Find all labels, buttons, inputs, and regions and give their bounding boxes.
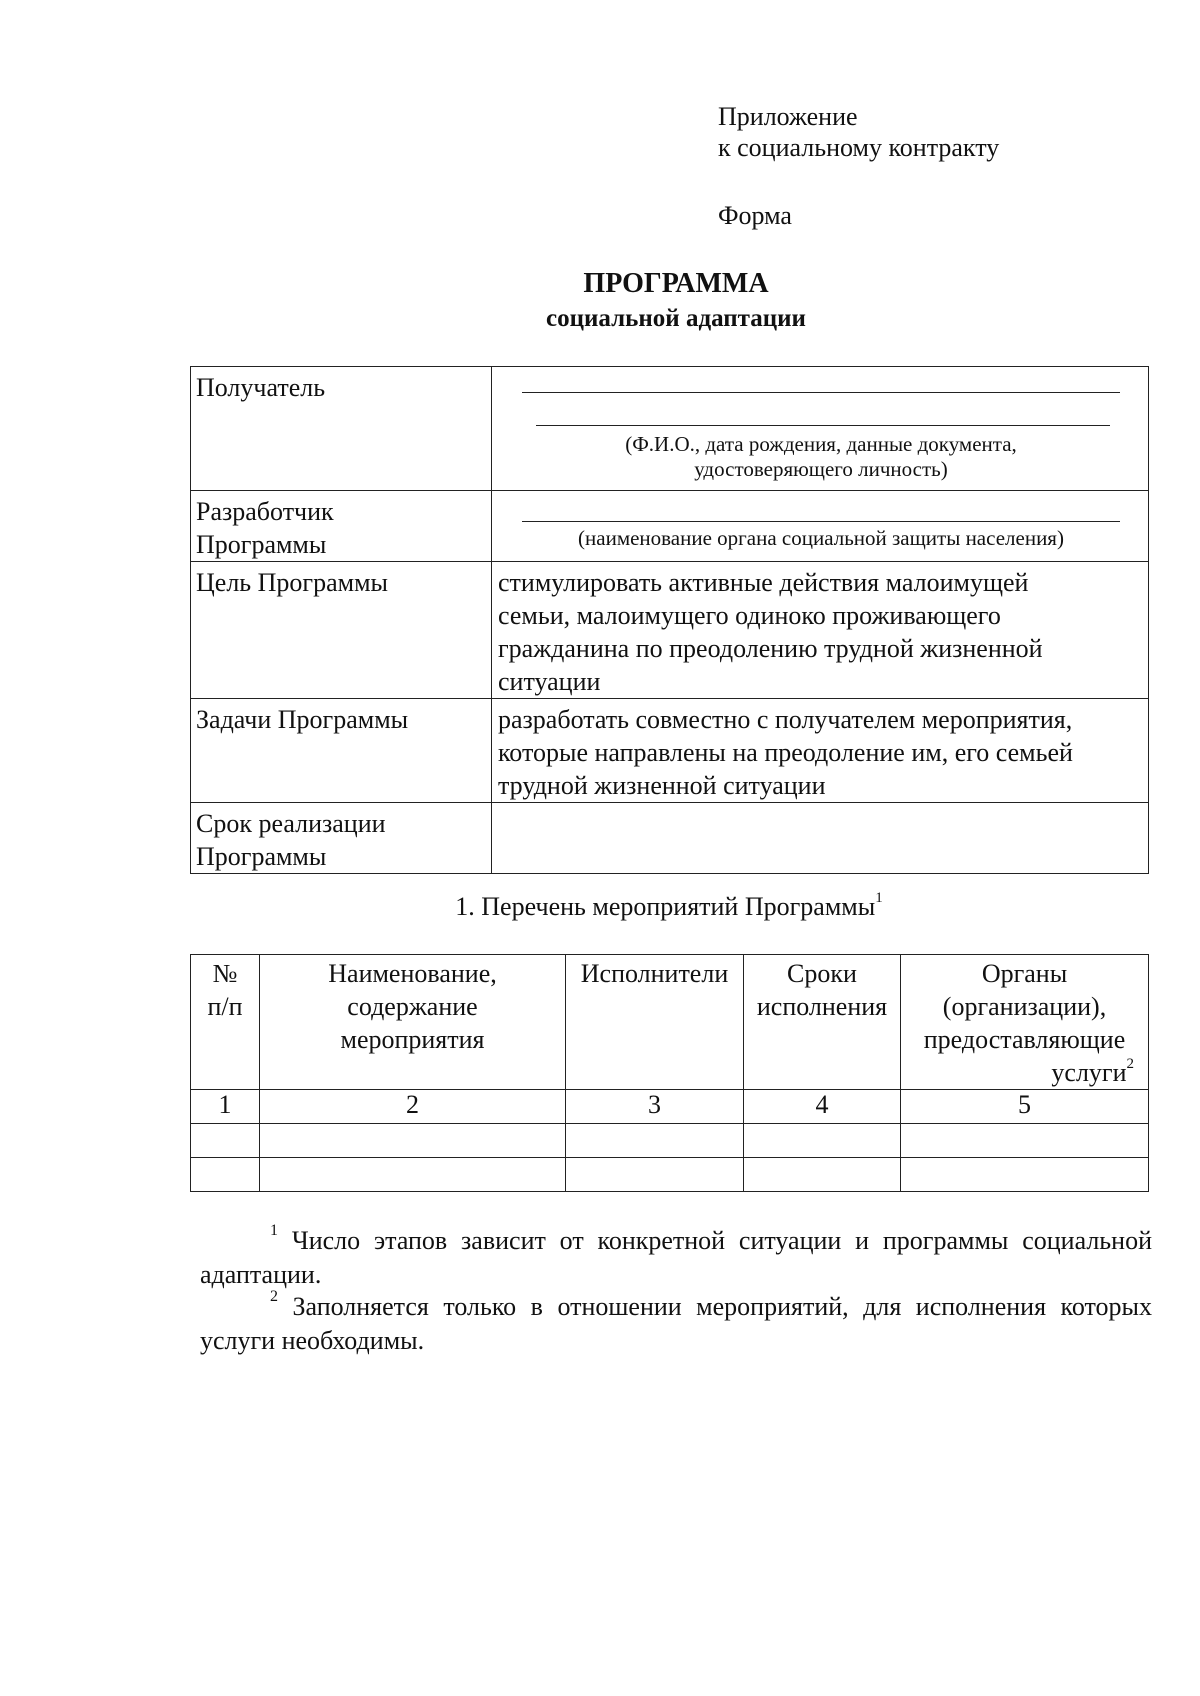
tasks-label: Задачи Программы: [191, 699, 492, 803]
tasks-text-line-1: разработать совместно с получателем мероприятия,: [498, 705, 1073, 734]
measures-section-title-text: 1. Перечень мероприятий Программы: [455, 892, 876, 921]
recipient-fill-line-2[interactable]: [536, 425, 1110, 426]
table-cell[interactable]: [744, 1158, 901, 1192]
column-number-2: 2: [260, 1090, 566, 1124]
footnote-2: [200, 1290, 1152, 1358]
footnote-1-mark: 1: [875, 890, 883, 906]
footnote-2-text: Заполняется только в отношении мероприятий, для исполнения которых услуги необходимы.: [200, 1292, 1152, 1355]
goal-label: Цель Программы: [191, 562, 492, 699]
header-name-line-3: мероприятия: [340, 1025, 485, 1054]
recipient-note-line-2: удостоверяющего личность): [694, 457, 948, 481]
footnote-1-text: Число этапов зависит от конкретной ситуации и программы социальной адаптации.: [200, 1226, 1152, 1289]
document-title: ПРОГРАММА: [583, 268, 769, 299]
term-label-line-2: Программы: [196, 842, 327, 871]
recipient-note-line-1: (Ф.И.О., дата рождения, данные документа,: [625, 432, 1017, 456]
measures-header-row: [191, 955, 1149, 1090]
goal-text-line-2: семьи, малоимущего одиноко проживающего: [498, 601, 1001, 630]
tasks-text-line-3: трудной жизненной ситуации: [498, 771, 826, 800]
appendix-label: Приложение: [718, 102, 858, 131]
table-cell[interactable]: [260, 1124, 566, 1158]
term-value[interactable]: [492, 803, 1149, 874]
developer-fill-line[interactable]: [522, 521, 1120, 522]
column-number-4: 4: [744, 1090, 901, 1124]
footnote-2-mark: 2: [1126, 1056, 1134, 1072]
footnote-1: [200, 1224, 1152, 1292]
measures-section-title: [190, 892, 1148, 922]
developer-row: [191, 491, 1149, 562]
goal-text-line-3: гражданина по преодолению трудной жизненной: [498, 634, 1043, 663]
table-cell[interactable]: [566, 1124, 744, 1158]
table-cell[interactable]: [901, 1124, 1149, 1158]
measures-table: [190, 954, 1149, 1192]
goal-row: [191, 562, 1149, 699]
recipient-row: [191, 367, 1149, 491]
header-number-line-2: п/п: [207, 992, 243, 1021]
goal-text-line-1: стимулировать активные действия малоимущей: [498, 568, 1029, 597]
header-organizations-line-3: предоставляющие: [923, 1025, 1126, 1054]
header-executors: Исполнители: [566, 955, 744, 1090]
developer-label-line-2: Программы: [196, 530, 327, 559]
column-number-3: 3: [566, 1090, 744, 1124]
header-organizations-line-2: (организации),: [942, 992, 1107, 1021]
header-deadlines-line-2: исполнения: [756, 992, 888, 1021]
recipient-label: Получатель: [191, 367, 492, 491]
document-subtitle: социальной адаптации: [546, 305, 806, 332]
recipient-fill-line-1[interactable]: [522, 392, 1120, 393]
column-numbers-row: [191, 1090, 1149, 1124]
header-number-line-1: №: [212, 959, 238, 988]
goal-text-line-4: ситуации: [498, 667, 601, 696]
header-name-line-1: Наименование,: [328, 959, 497, 988]
header-organizations-line-4: услуги: [1051, 1058, 1127, 1087]
table-cell[interactable]: [744, 1124, 901, 1158]
table-cell[interactable]: [260, 1158, 566, 1192]
table-cell[interactable]: [191, 1158, 260, 1192]
footnote-2-number: 2: [270, 1288, 278, 1305]
appendix-contract-reference: к социальному контракту: [718, 133, 1000, 162]
tasks-row: [191, 699, 1149, 803]
table-cell[interactable]: [566, 1158, 744, 1192]
table-cell[interactable]: [191, 1124, 260, 1158]
term-row: [191, 803, 1149, 874]
header-organizations-line-1: Органы: [981, 959, 1068, 988]
table-row: [191, 1124, 1149, 1158]
column-number-5: 5: [901, 1090, 1149, 1124]
table-row: [191, 1158, 1149, 1192]
developer-label-line-1: Разработчик: [196, 497, 334, 526]
term-label-line-1: Срок реализации: [196, 809, 386, 838]
table-cell[interactable]: [901, 1158, 1149, 1192]
header-name-line-2: содержание: [347, 992, 478, 1021]
program-info-table: [190, 366, 1149, 874]
header-deadlines-line-1: Сроки: [787, 959, 857, 988]
developer-note: (наименование органа социальной защиты населения): [578, 526, 1064, 550]
form-label: Форма: [718, 201, 792, 230]
tasks-text-line-2: которые направлены на преодоление им, его семьей: [498, 738, 1073, 767]
footnote-1-number: 1: [270, 1222, 278, 1239]
column-number-1: 1: [191, 1090, 260, 1124]
